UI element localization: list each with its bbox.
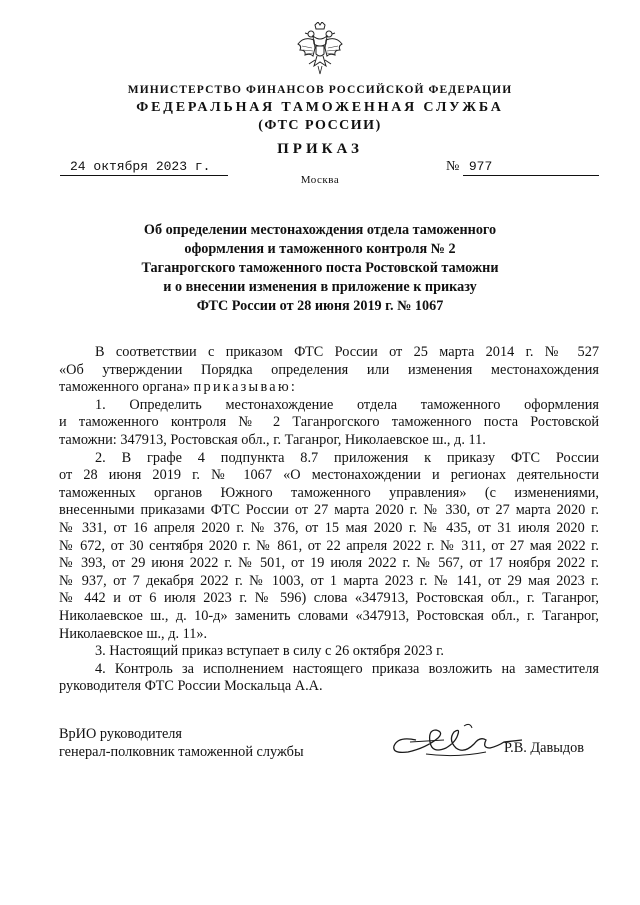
item-2-line: № 393, от 29 июня 2022 г. № 501, от 19 июля 2022 г. № 567, от 17 ноября 2022 г. — [59, 555, 599, 572]
item-2-line: Николаевское ш., д. 10-д» заменить словами «347913, Ростовская обл., г. Таганрог, — [59, 607, 599, 624]
item-2-line: таможенных органов Южного таможенного управления» (с изменениями, — [59, 484, 599, 501]
title-line: Таганрогского таможенного поста Ростовской таможни — [141, 260, 499, 276]
title-line: и о внесении изменения в приложение к приказу — [163, 279, 477, 295]
item-2-line: Николаевское ш., д. 11». — [59, 625, 208, 642]
title-line: ФТС России от 28 июня 2019 г. № 1067 — [196, 298, 444, 314]
title-line: оформления и таможенного контроля № 2 — [184, 241, 456, 257]
preamble-last-line — [59, 379, 599, 397]
order-number: 977 — [463, 158, 599, 176]
preamble-text: таможенного органа» — [59, 379, 190, 396]
document-type: ПРИКАЗ — [277, 141, 363, 157]
item-2-line: № 937, от 7 декабря 2022 г. № 1003, от 1 марта 2023 г. № 141, от 29 мая 2023 г. — [59, 572, 599, 589]
signatory-position — [59, 726, 304, 761]
position-line: ВрИО руководителя — [59, 726, 183, 742]
item-4-line: 4. Контроль за исполнением настоящего приказа возложить на заместителя — [95, 660, 599, 677]
document-title — [100, 221, 540, 316]
title-line: Об определении местонахождения отдела таможенного — [143, 222, 497, 238]
item-2-line: 2. В графе 4 подпункта 8.7 приложения к приказу ФТС России — [95, 449, 599, 466]
item-3-line: 3. Настоящий приказ вступает в силу с 26 октября 2023 г. — [95, 643, 444, 660]
service-abbreviation: (ФТС РОССИИ) — [258, 118, 382, 133]
item-4-line: руководителя ФТС России Москальца А.А. — [59, 678, 323, 695]
preamble-line: В соответствии с приказом ФТС России от 25 марта 2014 г. № 527 — [95, 344, 599, 360]
item-1-line: и таможенного контроля № 2 Таганрогского таможенного поста Ростовской — [59, 414, 599, 431]
document-body — [59, 344, 599, 696]
item-1-line: таможни: 347913, Ростовская обл., г. Таганрог, Николаевское ш., д. 11. — [59, 431, 486, 448]
item-2-line: № 331, от 16 апреля 2020 г. № 376, от 15 мая 2020 г. № 435, от 31 июля 2020 г. — [59, 519, 599, 536]
item-1-line: 1. Определить местонахождение отдела таможенного оформления — [95, 396, 599, 413]
preamble-line: «Об утверждении Порядка определения или изменения местонахождения — [59, 361, 599, 378]
order-date: 24 октября 2023 г. — [60, 158, 228, 176]
coat-of-arms-icon — [296, 22, 344, 76]
service-name: ФЕДЕРАЛЬНАЯ ТАМОЖЕННАЯ СЛУЖБА — [136, 100, 504, 115]
city: Москва — [300, 174, 340, 186]
item-2-line: № 442 и от 6 июля 2023 г. № 596) слова «347913, Ростовская обл., г. Таганрог, — [59, 590, 599, 607]
signatory-name: Р.В. Давыдов — [504, 740, 585, 756]
orders-word: приказываю: — [193, 379, 298, 396]
item-2-line: № 672, от 30 сентября 2020 г. № 861, от 22 апреля 2022 г. № 311, от 27 мая 2022 г. — [59, 537, 599, 554]
item-2-line: внесенными приказами ФТС России от 27 марта 2020 г. № 330, от 27 марта 2020 г. — [59, 502, 599, 519]
item-2-line: от 28 июня 2019 г. № 1067 «О местонахождении и регионах деятельности — [59, 467, 599, 484]
ministry-name: МИНИСТЕРСТВО ФИНАНСОВ РОССИЙСКОЙ ФЕДЕРАЦИИ — [127, 84, 513, 96]
number-sign: № — [446, 159, 460, 174]
position-line: генерал-полковник таможенной службы — [59, 743, 304, 760]
